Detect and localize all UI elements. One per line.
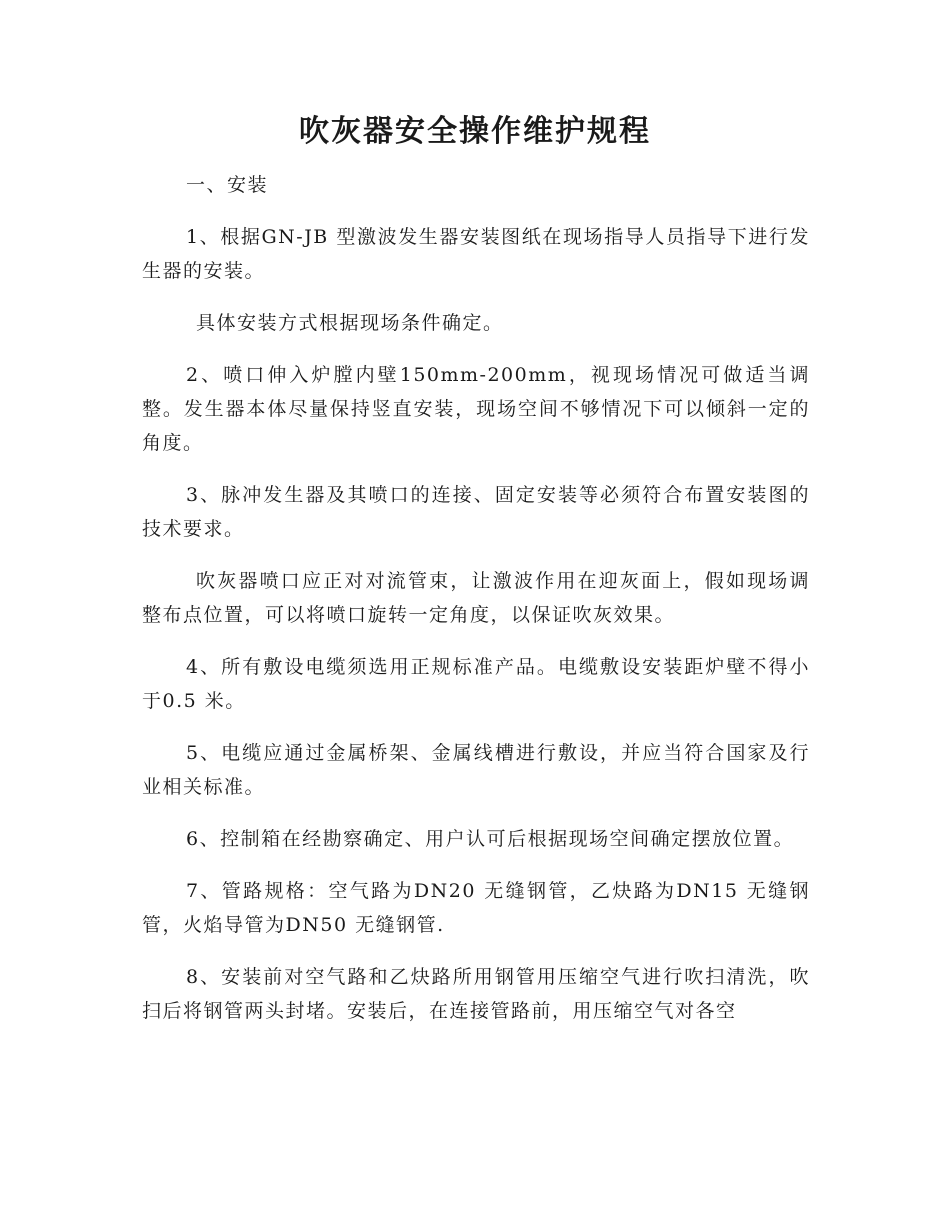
paragraph-5: 5、电缆应通过金属桥架、金属线槽进行敷设，并应当符合国家及行业相关标准。	[142, 742, 810, 798]
paragraph-6: 6、控制箱在经勘察确定、用户认可后根据现场空间确定摆放位置。	[186, 828, 795, 850]
paragraph-3-note: 吹灰器喷口应正对对流管束，让激波作用在迎灰面上，假如现场调整布点位置，可以将喷口旋转一定角度，以保证吹灰效果。	[142, 570, 810, 626]
paragraph-7: 7、管路规格：空气路为DN20 无缝钢管，乙炔路为DN15 无缝钢管，火焰导管为DN50 无缝钢管.	[142, 880, 810, 936]
document-body	[142, 168, 810, 1046]
document-title: 吹灰器安全操作维护规程	[299, 114, 651, 149]
paragraph-4: 4、所有敷设电缆须选用正规标准产品。电缆敷设安装距炉壁不得小于0.5 米。	[142, 656, 810, 712]
paragraph-1: 1、根据GN-JB 型激波发生器安装图纸在现场指导人员指导下进行发生器的安装。	[142, 226, 810, 282]
paragraph-8: 8、安装前对空气路和乙炔路所用钢管用压缩空气进行吹扫清洗，吹扫后将钢管两头封堵。安装后，在连接管路前，用压缩空气对各空	[142, 966, 810, 1022]
paragraph-2: 2、喷口伸入炉膛内壁150mm-200mm，视现场情况可做适当调整。发生器本体尽量保持竖直安装，现场空间不够情况下可以倾斜一定的角度。	[142, 364, 810, 454]
paragraph-3: 3、脉冲发生器及其喷口的连接、固定安装等必须符合布置安装图的技术要求。	[142, 484, 810, 540]
paragraph-1-note: 具体安装方式根据现场条件确定。	[196, 312, 504, 334]
section-heading: 一、安装	[186, 174, 269, 196]
